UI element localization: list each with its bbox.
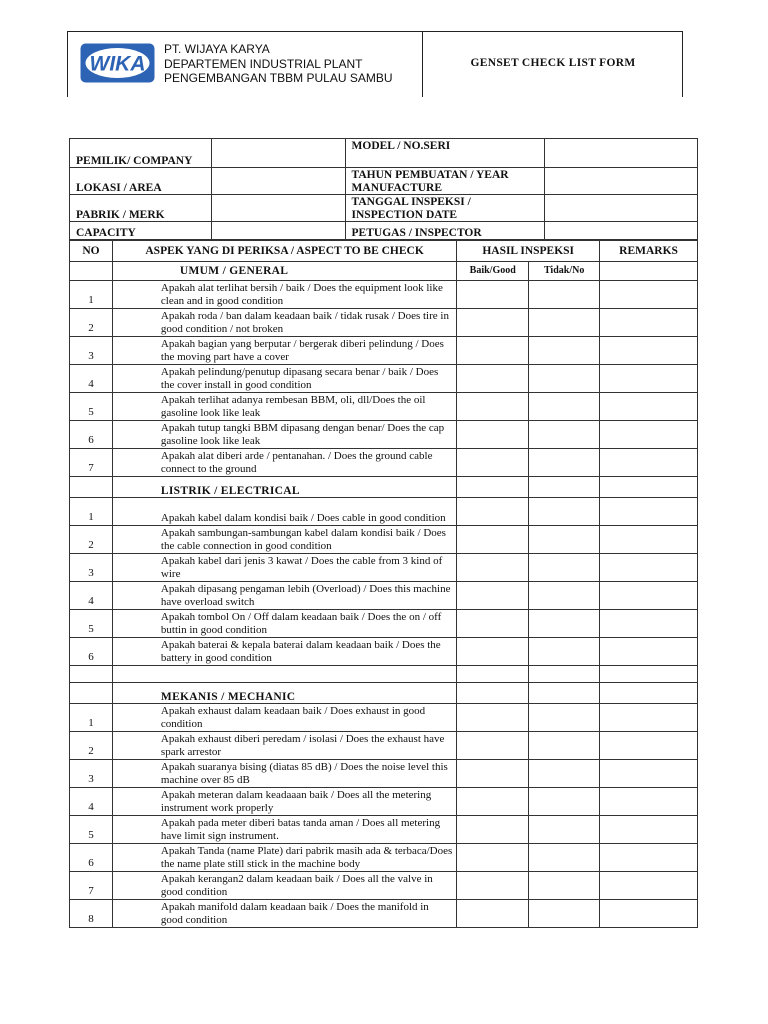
remarks-field[interactable] bbox=[600, 393, 698, 421]
no-good-check[interactable] bbox=[529, 421, 600, 449]
checklist-row bbox=[70, 309, 698, 337]
item-number: 7 bbox=[70, 872, 113, 900]
good-check[interactable] bbox=[457, 638, 529, 666]
project-name: PENGEMBANGAN TBBM PULAU SAMBU bbox=[164, 71, 393, 85]
no-good-check[interactable] bbox=[529, 638, 600, 666]
item-number: 6 bbox=[70, 421, 113, 449]
section-header-row bbox=[70, 683, 698, 704]
good-check[interactable] bbox=[457, 844, 529, 872]
no-good-check[interactable] bbox=[529, 498, 600, 526]
item-number: 8 bbox=[70, 900, 113, 928]
item-number: 2 bbox=[70, 309, 113, 337]
no-good-check[interactable] bbox=[529, 788, 600, 816]
location-label: LOKASI / AREA bbox=[70, 168, 212, 195]
good-check[interactable] bbox=[457, 365, 529, 393]
item-number: 3 bbox=[70, 760, 113, 788]
item-aspect: Apakah tombol On / Off dalam keadaan baik / Does the on / off buttin in good condition bbox=[112, 610, 456, 638]
company-name: PT. WIJAYA KARYA bbox=[164, 42, 270, 56]
remarks-field[interactable] bbox=[600, 788, 698, 816]
item-aspect: Apakah kabel dari jenis 3 kawat / Does the cable from 3 kind of wire bbox=[112, 554, 456, 582]
date-label: TANGGAL INSPEKSI / INSPECTION DATE bbox=[345, 195, 545, 222]
good-check[interactable] bbox=[457, 760, 529, 788]
checklist-row bbox=[70, 582, 698, 610]
form-title: GENSET CHECK LIST FORM bbox=[470, 57, 636, 69]
item-aspect: Apakah Tanda (name Plate) dari pabrik masih ada & terbaca/Does the name plate still stick in the machine body bbox=[112, 844, 456, 872]
no-good-check[interactable] bbox=[529, 526, 600, 554]
item-number: 5 bbox=[70, 610, 113, 638]
good-check[interactable] bbox=[457, 498, 529, 526]
good-check[interactable] bbox=[457, 666, 529, 683]
remarks-field[interactable] bbox=[600, 281, 698, 309]
col-header-aspect: ASPEK YANG DI PERIKSA / ASPECT TO BE CHECK bbox=[112, 241, 456, 262]
good-check[interactable] bbox=[457, 526, 529, 554]
no-good-check[interactable] bbox=[529, 449, 600, 477]
checklist-row bbox=[70, 816, 698, 844]
brand-field[interactable] bbox=[211, 195, 345, 222]
remarks-field[interactable] bbox=[600, 638, 698, 666]
item-number: 4 bbox=[70, 788, 113, 816]
good-check[interactable] bbox=[457, 421, 529, 449]
checklist-row bbox=[70, 638, 698, 666]
no-good-check[interactable] bbox=[529, 844, 600, 872]
checklist-row bbox=[70, 732, 698, 760]
remarks-field[interactable] bbox=[600, 704, 698, 732]
remarks-field[interactable] bbox=[600, 760, 698, 788]
good-check[interactable] bbox=[457, 337, 529, 365]
checklist-row bbox=[70, 554, 698, 582]
remarks-field[interactable] bbox=[600, 262, 698, 281]
item-aspect: Apakah pelindung/penutup dipasang secara benar / baik / Does the cover install in good condition bbox=[112, 365, 456, 393]
no-good-check[interactable] bbox=[529, 683, 600, 704]
col-header-no: NO bbox=[70, 241, 113, 262]
no-good-check[interactable] bbox=[529, 477, 600, 498]
empty-no-cell bbox=[70, 666, 113, 683]
brand-label: PABRIK / MERK bbox=[70, 195, 212, 222]
checklist-row bbox=[70, 337, 698, 365]
no-good-check[interactable] bbox=[529, 732, 600, 760]
checklist-row bbox=[70, 760, 698, 788]
checklist-row bbox=[70, 421, 698, 449]
remarks-field[interactable] bbox=[600, 844, 698, 872]
item-aspect: Apakah manifold dalam keadaan baik / Does the manifold in good condition bbox=[112, 900, 456, 928]
no-good-check[interactable] bbox=[529, 365, 600, 393]
item-number: 3 bbox=[70, 337, 113, 365]
company-info bbox=[164, 42, 393, 86]
good-check[interactable] bbox=[457, 309, 529, 337]
item-number: 2 bbox=[70, 526, 113, 554]
item-aspect: Apakah terlihat adanya rembesan BBM, oli, dll/Does the oil gasoline look like leak bbox=[112, 393, 456, 421]
item-aspect: Apakah kerangan2 dalam keadaan baik / Does all the valve in good condition bbox=[112, 872, 456, 900]
remarks-field[interactable] bbox=[600, 900, 698, 928]
remarks-field[interactable] bbox=[600, 309, 698, 337]
item-number: 4 bbox=[70, 582, 113, 610]
item-number: 7 bbox=[70, 449, 113, 477]
item-number: 4 bbox=[70, 365, 113, 393]
item-number: 1 bbox=[70, 498, 113, 526]
inspector-field[interactable] bbox=[545, 222, 698, 240]
item-aspect: Apakah bagian yang berputar / bergerak diberi pelindung / Does the moving part have a cover bbox=[112, 337, 456, 365]
empty-row bbox=[70, 666, 698, 683]
item-number: 5 bbox=[70, 816, 113, 844]
checklist-row bbox=[70, 704, 698, 732]
remarks-field[interactable] bbox=[600, 872, 698, 900]
no-good-check[interactable] bbox=[529, 309, 600, 337]
section-title: LISTRIK / ELECTRICAL bbox=[112, 477, 456, 498]
item-aspect: Apakah alat diberi arde / pentanahan. / Does the ground cable connect to the ground bbox=[112, 449, 456, 477]
no-good-check[interactable] bbox=[529, 872, 600, 900]
good-check[interactable] bbox=[457, 816, 529, 844]
location-field[interactable] bbox=[211, 168, 345, 195]
col-header-remarks: REMARKS bbox=[600, 241, 698, 262]
remarks-field[interactable] bbox=[600, 477, 698, 498]
no-good-check[interactable] bbox=[529, 760, 600, 788]
empty-aspect-cell bbox=[112, 666, 456, 683]
section-no-cell bbox=[70, 477, 113, 498]
no-good-check[interactable] bbox=[529, 666, 600, 683]
checklist-row bbox=[70, 498, 698, 526]
good-check[interactable] bbox=[457, 281, 529, 309]
good-check[interactable] bbox=[457, 477, 529, 498]
good-check[interactable] bbox=[457, 582, 529, 610]
good-check[interactable] bbox=[457, 610, 529, 638]
item-aspect: Apakah kabel dalam kondisi baik / Does cable in good condition bbox=[112, 498, 456, 526]
date-field[interactable] bbox=[545, 195, 698, 222]
year-field[interactable] bbox=[545, 168, 698, 195]
year-label: TAHUN PEMBUATAN / YEAR MANUFACTURE bbox=[345, 168, 545, 195]
remarks-field[interactable] bbox=[600, 337, 698, 365]
remarks-field[interactable] bbox=[600, 582, 698, 610]
checklist-row bbox=[70, 365, 698, 393]
checklist-row bbox=[70, 844, 698, 872]
item-aspect: Apakah sambungan-sambungan kabel dalam kondisi baik / Does the cable connection in good condition bbox=[112, 526, 456, 554]
checklist-row bbox=[70, 393, 698, 421]
no-good-check[interactable] bbox=[529, 554, 600, 582]
section-header-row bbox=[70, 262, 698, 281]
item-number: 6 bbox=[70, 638, 113, 666]
item-aspect: Apakah suaranya bising (diatas 85 dB) / Does the noise level this machine over 85 dB bbox=[112, 760, 456, 788]
wika-logo bbox=[80, 43, 155, 83]
col-header-result: HASIL INSPEKSI bbox=[457, 241, 600, 262]
remarks-field[interactable] bbox=[600, 421, 698, 449]
checklist-row bbox=[70, 526, 698, 554]
good-check[interactable] bbox=[457, 704, 529, 732]
good-check[interactable] bbox=[457, 554, 529, 582]
inspector-label: PETUGAS / INSPECTOR bbox=[345, 222, 545, 240]
item-number: 1 bbox=[70, 704, 113, 732]
section-title: MEKANIS / MECHANIC bbox=[112, 683, 456, 704]
remarks-field[interactable] bbox=[600, 365, 698, 393]
owner-field[interactable] bbox=[211, 139, 345, 168]
form-header bbox=[67, 31, 683, 97]
no-good-check[interactable] bbox=[529, 610, 600, 638]
section-no-cell bbox=[70, 683, 113, 704]
item-aspect: Apakah exhaust diberi peredam / isolasi / Does the exhaust have spark arrestor bbox=[112, 732, 456, 760]
no-good-check[interactable] bbox=[529, 281, 600, 309]
item-number: 5 bbox=[70, 393, 113, 421]
good-check[interactable] bbox=[457, 788, 529, 816]
checklist-row bbox=[70, 281, 698, 309]
section-header-row bbox=[70, 477, 698, 498]
model-field[interactable] bbox=[545, 139, 698, 168]
remarks-field[interactable] bbox=[600, 526, 698, 554]
owner-label: PEMILIK/ COMPANY bbox=[70, 139, 212, 168]
remarks-field[interactable] bbox=[600, 666, 698, 683]
item-number: 2 bbox=[70, 732, 113, 760]
remarks-field[interactable] bbox=[600, 554, 698, 582]
item-aspect: Apakah tutup tangki BBM dipasang dengan benar/ Does the cap gasoline look like leak bbox=[112, 421, 456, 449]
remarks-field[interactable] bbox=[600, 449, 698, 477]
remarks-field[interactable] bbox=[600, 732, 698, 760]
item-aspect: Apakah pada meter diberi batas tanda aman / Does all metering have limit sign instrument. bbox=[112, 816, 456, 844]
section-no-cell bbox=[70, 262, 113, 281]
checklist-table bbox=[69, 240, 698, 928]
equipment-info-table bbox=[69, 138, 698, 240]
capacity-label: CAPACITY bbox=[70, 222, 212, 240]
no-good-check[interactable] bbox=[529, 337, 600, 365]
logo-text: WIKA bbox=[89, 52, 146, 76]
checklist-body bbox=[70, 241, 698, 928]
checklist-row bbox=[70, 900, 698, 928]
remarks-field[interactable] bbox=[600, 610, 698, 638]
item-aspect: Apakah dipasang pengaman lebih (Overload) / Does this machine have overload switch bbox=[112, 582, 456, 610]
item-number: 3 bbox=[70, 554, 113, 582]
remarks-field[interactable] bbox=[600, 498, 698, 526]
good-check[interactable] bbox=[457, 393, 529, 421]
item-number: 6 bbox=[70, 844, 113, 872]
no-good-check[interactable] bbox=[529, 393, 600, 421]
checklist-row bbox=[70, 610, 698, 638]
no-good-check[interactable] bbox=[529, 582, 600, 610]
good-check[interactable] bbox=[457, 872, 529, 900]
good-check[interactable] bbox=[457, 732, 529, 760]
subheader-good: Baik/Good bbox=[457, 262, 529, 281]
item-number: 1 bbox=[70, 281, 113, 309]
department-name: DEPARTEMEN INDUSTRIAL PLANT bbox=[164, 56, 363, 71]
no-good-check[interactable] bbox=[529, 900, 600, 928]
good-check[interactable] bbox=[457, 900, 529, 928]
no-good-check[interactable] bbox=[529, 704, 600, 732]
good-check[interactable] bbox=[457, 449, 529, 477]
remarks-field[interactable] bbox=[600, 683, 698, 704]
good-check[interactable] bbox=[457, 683, 529, 704]
item-aspect: Apakah meteran dalam keadaaan baik / Does all the metering instrument work properly bbox=[112, 788, 456, 816]
item-aspect: Apakah roda / ban dalam keadaan baik / tidak rusak / Does tire in good condition / not broken bbox=[112, 309, 456, 337]
item-aspect: Apakah baterai & kepala baterai dalam keadaan baik / Does the battery in good condition bbox=[112, 638, 456, 666]
checklist-row bbox=[70, 449, 698, 477]
section-title: UMUM / GENERAL bbox=[112, 262, 456, 281]
model-label: MODEL / NO.SERI bbox=[345, 139, 545, 168]
item-aspect: Apakah alat terlihat bersih / baik / Does the equipment look like clean and in good condition bbox=[112, 281, 456, 309]
capacity-field[interactable] bbox=[211, 222, 345, 240]
checklist-row bbox=[70, 872, 698, 900]
no-good-check[interactable] bbox=[529, 816, 600, 844]
remarks-field[interactable] bbox=[600, 816, 698, 844]
item-aspect: Apakah exhaust dalam keadaan baik / Does exhaust in good condition bbox=[112, 704, 456, 732]
subheader-no-good: Tidak/No bbox=[529, 262, 600, 281]
checklist-row bbox=[70, 788, 698, 816]
